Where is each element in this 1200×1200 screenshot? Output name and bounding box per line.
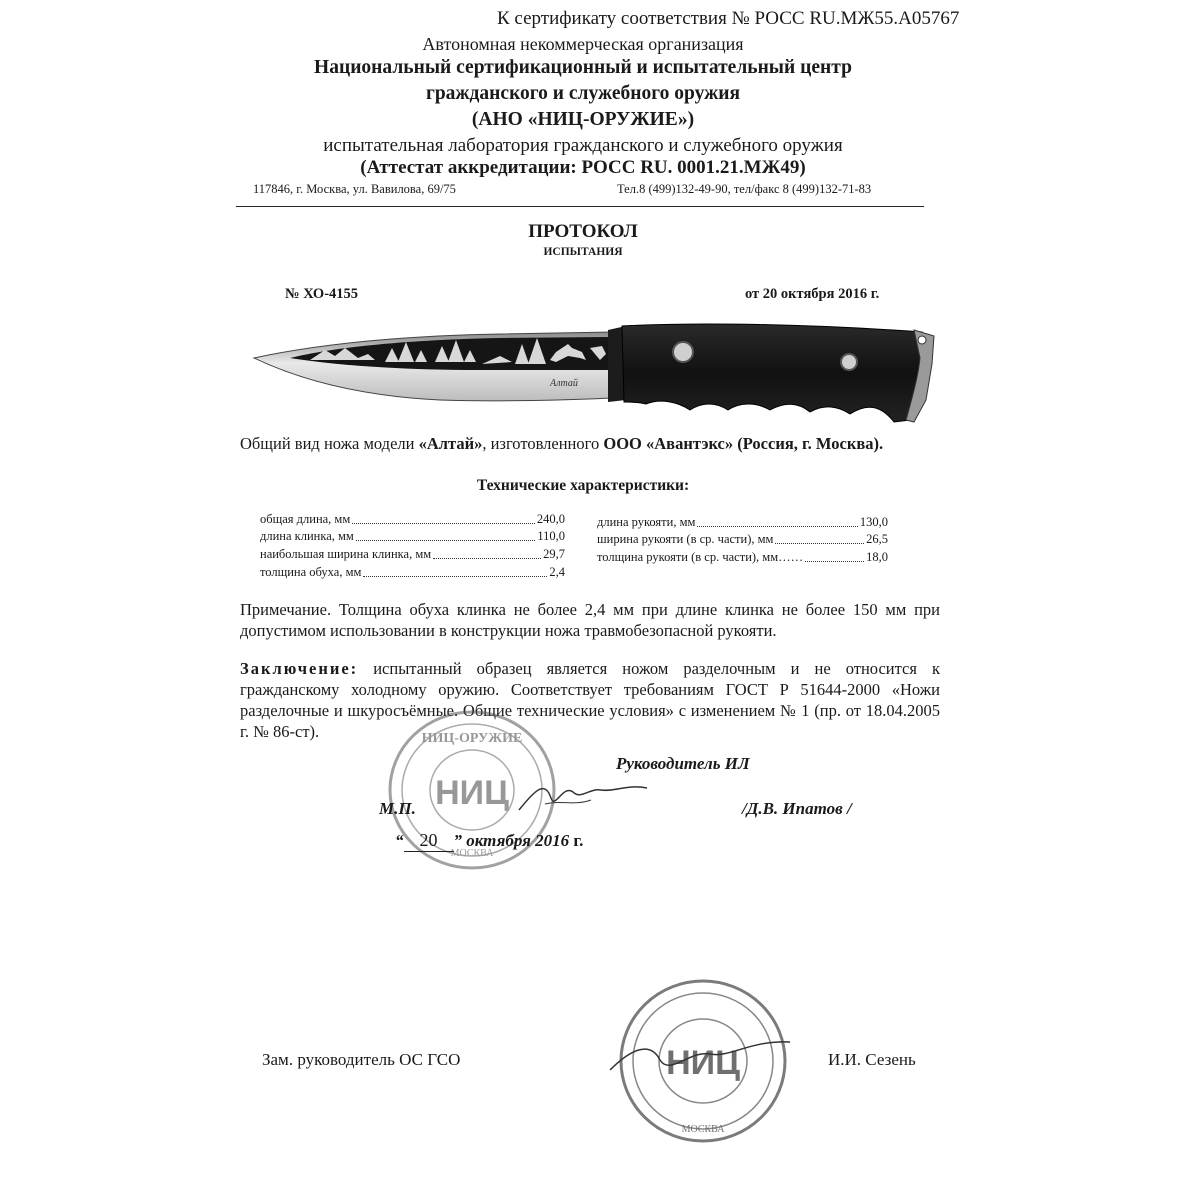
spec-leader [433,558,541,559]
spec-value: 110,0 [537,529,565,543]
spec-label: общая длина, мм [260,512,351,526]
date-day: 20 [404,830,454,852]
spec-left-2 [260,547,565,562]
note-paragraph: Примечание. Толщина обуха клинка не более 2,4 мм при длине клинка не более 150 мм при допустимом использовании в конструкции ножа травмобезопасной рукояти. [240,600,940,640]
handle [622,324,926,422]
spec-label: длина рукояти, мм [597,515,696,529]
spec-value: 240,0 [536,512,565,526]
stamp-1-center: НИЦ [435,774,509,812]
org-name-line-1: Национальный сертификационный и испытательный центр [314,57,852,78]
spec-label: ширина рукояти (в ср. части), мм [597,532,774,546]
org-name-line-2: гражданского и служебного оружия [425,83,741,104]
protocol-number: № ХО-4155 [285,286,359,302]
spec-right-1 [597,532,888,547]
date-close-quote: ” [453,831,462,850]
caption-model: «Алтай» [418,434,483,453]
stamp-1-bottom-ring: МОСКВА [450,848,494,859]
date-open-quote: “ [395,831,404,850]
stamp-2-bottom-ring: МОСКВА [681,1124,725,1135]
rivet-2 [841,354,857,370]
certificate-reference: К сертификату соответствия № РОСС RU.МЖ55.А05767 [497,8,960,29]
header-divider [236,206,924,207]
spec-value: 2,4 [549,565,565,579]
org-type: Автономная некоммерческая организация [422,34,744,54]
org-abbreviation: (АНО «НИЦ-ОРУЖИЕ») [471,109,695,130]
rivet-1 [673,342,693,362]
knife-image [250,318,940,430]
spec-leader [775,543,864,544]
accreditation: (Аттестат аккредитации: РОСС RU. 0001.21.МЖ49) [360,157,806,178]
spec-value: 130,0 [859,515,888,529]
laboratory-name: испытательная лаборатория гражданского и служебного оружия [323,135,843,156]
spec-label: длина клинка, мм [260,529,354,543]
protocol-subtitle: ИСПЫТАНИЯ [543,246,623,258]
conclusion-label: Заключение: [240,659,359,678]
date-rest: октября 2016 [462,831,570,850]
spec-value: 26,5 [866,532,888,546]
deputy-title: Зам. руководитель ОС ГСО [262,1050,461,1069]
spec-label: толщина обуха, мм [260,565,362,579]
spec-leader [805,561,864,562]
spec-left-0 [260,512,565,527]
spec-leader [356,540,535,541]
spec-value: 29,7 [543,547,565,561]
conclusion-paragraph [240,658,940,742]
spec-right-0 [597,515,888,530]
blade-inscription: Алтай [550,378,578,389]
lanyard-hole [918,336,926,344]
mp-label: М.П. [379,799,416,818]
knife-caption [240,434,883,454]
caption-mid: , изготовленного [482,434,604,453]
stamp-1-top-ring: НИЦ-ОРУЖИЕ [421,731,523,746]
caption-prefix: Общий вид ножа модели [240,434,419,453]
signature-head [515,770,655,820]
deputy-name: И.И. Сезень [828,1050,916,1069]
spec-leader [352,523,535,524]
protocol-date: от 20 октября 2016 г. [745,286,880,302]
spec-right-2 [597,550,888,565]
spec-leader [697,526,857,527]
spec-left-3 [260,565,565,580]
spec-label: наибольшая ширина клинка, мм [260,547,432,561]
spec-left-1 [260,529,565,544]
signature-deputy [600,1020,800,1090]
spec-leader [363,576,547,577]
head-name: /Д.В. Ипатов / [742,799,852,818]
spec-label: толщина рукояти (в ср. части), мм…… [597,550,804,564]
stamp-2-center: НИЦ [666,1044,740,1082]
sign-date [395,830,583,852]
phones: Тел.8 (499)132-49-90, тел/факс 8 (499)132-71-83 [617,182,872,196]
address: 117846, г. Москва, ул. Вавилова, 69/75 [253,182,456,196]
protocol-title: ПРОТОКОЛ [528,221,638,242]
head-title: Руководитель ИЛ [616,754,750,773]
caption-maker: ООО «Авантэкс» (Россия, г. Москва). [603,434,884,453]
conclusion-text: испытанный образец является ножом разделочным и не относится к гражданскому холодному оружию. Соответствует требованиям ГОСТ Р 51644-2000 «Ножи разделочные и шкуросъёмные. Общие технические условия» с изменением № 1 (пр. от 18.04.2005 г. № 86-ст). [240,659,940,741]
spec-value: 18,0 [866,550,888,564]
date-suffix: г. [569,831,584,850]
specs-title: Технические характеристики: [476,477,690,494]
